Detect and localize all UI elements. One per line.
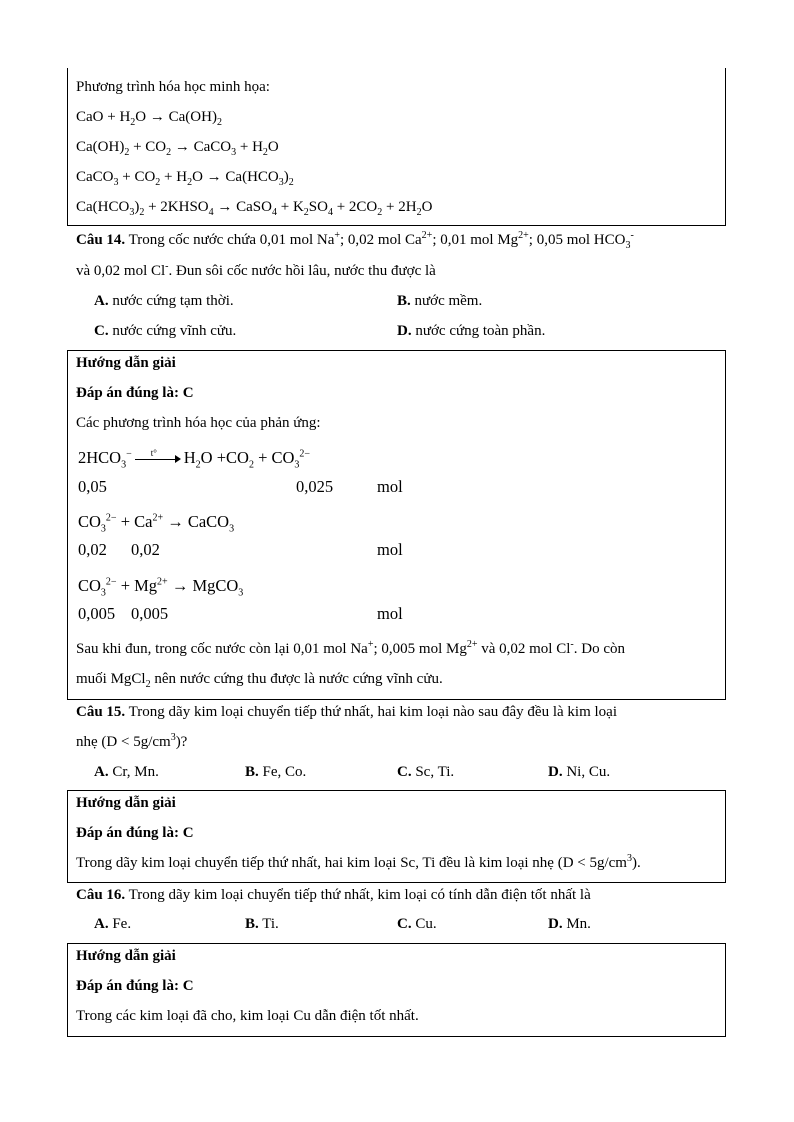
conclusion-line-2: muối MgCl$_2$ nên nước cứng thu được là nước cứng vĩnh cửu.: [76, 671, 443, 690]
equation-4: $Ca(HCO_3)_2$ + $2KHSO_4$ → CaSO$_4$ + $K_2SO_4 + 2CO_2 + 2H_2O$: [76, 199, 433, 218]
equations-intro: Phương trình hóa học minh họa:: [76, 79, 270, 95]
option-d: D. nước cứng toàn phần.: [397, 323, 546, 339]
reaction-2-value-2: 0,02: [131, 540, 160, 559]
solution-16-text: Trong các kim loại đã cho, kim loại Cu dẫn điện tốt nhất.: [76, 1008, 419, 1024]
option-c: C. nước cứng vĩnh cửu.: [94, 323, 237, 339]
reactions-intro: Các phương trình hóa học của phản ứng:: [76, 415, 321, 431]
option-a: A. Fe.: [94, 916, 132, 932]
reaction-3-unit: mol: [377, 604, 403, 623]
question-14-line2: và 0,02 mol Cl-. Đun sôi cốc nước hồi lâu, nước thu được là: [76, 261, 436, 279]
solution-heading: Hướng dẫn giải: [76, 355, 176, 371]
reaction-1-value-2: 0,025: [296, 477, 334, 496]
option-a: A. Cr, Mn.: [94, 764, 159, 780]
reaction-1-unit: mol: [377, 477, 403, 496]
option-a: A. nước cứng tạm thời.: [94, 293, 234, 309]
question-15: Câu 15. Trong dãy kim loại chuyển tiếp thứ nhất, hai kim loại nào sau đây đều là kim loại: [76, 704, 617, 720]
question-15-line2: nhẹ $(D < 5g/cm^3)$?: [76, 732, 188, 750]
answer-line: Đáp án đúng là: C: [76, 385, 194, 401]
option-d: D. Ni, Cu.: [548, 764, 611, 780]
conclusion-line-1: Sau khi đun, trong cốc nước còn lại 0,01 mol Na+; 0,005 mol $Mg^{2+}$ và 0,02 mol Cl-. Do còn: [76, 639, 625, 657]
equation-3: CaCO$_3$ + $CO_2 + H_2O \to Ca(HCO_3)_2$: [76, 169, 294, 188]
option-d: D. Mn.: [548, 916, 591, 932]
option-b: B. nước mềm.: [397, 293, 483, 309]
reaction-3-value-1: 0,005: [78, 604, 116, 623]
reaction-2-unit: mol: [377, 540, 403, 559]
reaction-1: $2HCO_3^-$ t° $H_2O +CO_2 + CO_3^{2-}$: [78, 448, 311, 471]
option-c: C. Cu.: [397, 916, 437, 932]
solution-15-text: Trong dãy kim loại chuyển tiếp thứ nhất, hai kim loại Sc, Ti đều là kim loại nhẹ $(D < 5g/cm^3)$.: [76, 853, 641, 871]
reaction-1-value-1: 0,05: [78, 477, 107, 496]
question-16: Câu 16. Trong dãy kim loại chuyển tiếp thứ nhất, kim loại có tính dẫn điện tốt nhất là: [76, 887, 591, 903]
question-14: Câu 14. Trong cốc nước chứa 0,01 mol Na+; 0,02 mol $Ca^{2+}$; 0,01 mol $Mg^{2+}$; 0,05 mol $HCO_3^-$: [76, 230, 634, 251]
reaction-3-value-2: 0,005: [131, 604, 169, 623]
answer-line: Đáp án đúng là: C: [76, 825, 194, 841]
equation-2: $Ca(OH)_2 + CO_2$ → CaCO$_3$ + $H_2O$: [76, 139, 279, 158]
answer-line: Đáp án đúng là: C: [76, 978, 194, 994]
option-b: B. Ti.: [245, 916, 279, 932]
solution-heading: Hướng dẫn giải: [76, 795, 176, 811]
reaction-2: $CO_3^{2-} + Ca^{2+}$ → CaCO$_3$: [78, 512, 235, 535]
solution-heading: Hướng dẫn giải: [76, 948, 176, 964]
equation-1: CaO + $H_2O \to Ca(OH)_2$: [76, 109, 222, 128]
option-c: C. Sc, Ti.: [397, 764, 455, 780]
reaction-2-value-1: 0,02: [78, 540, 107, 559]
heat-arrow-icon: t°: [135, 453, 181, 465]
reaction-3: $CO_3^{2-} + Mg^{2+}$ → MgCO$_3$: [78, 576, 244, 599]
option-b: B. Fe, Co.: [245, 764, 307, 780]
